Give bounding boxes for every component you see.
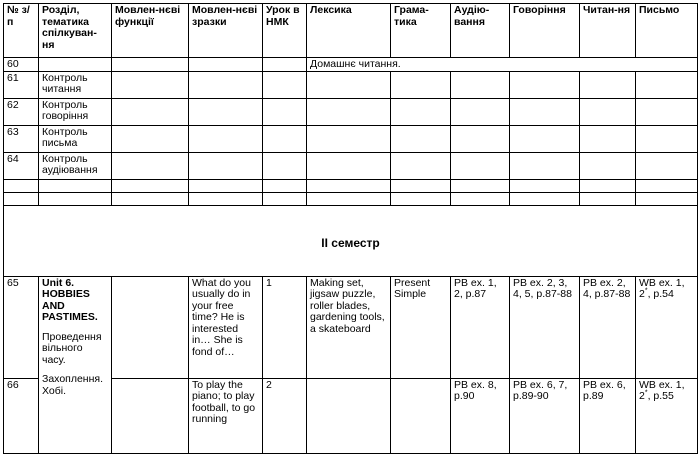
row-topic: Контроль письма [39, 125, 112, 152]
table-header-row [4, 4, 698, 58]
unit-subtitle: Проведення вільного часу. [42, 330, 102, 366]
header-speech-functions: Мовлен-нєві функції [112, 4, 189, 58]
row-num: 65 [4, 276, 39, 378]
table-row [4, 125, 698, 152]
semester-title: ІІ семестр [4, 205, 698, 276]
writing: WB ex. 1, 2*, p.54 [636, 276, 698, 378]
unit-title: Unit 6. HOBBIES AND PASTIMES. [42, 276, 98, 323]
row-topic: Контроль читання [39, 71, 112, 98]
lesson-num: 2 [263, 378, 307, 453]
row-topic: Контроль говоріння [39, 98, 112, 125]
speech-samples: To play the piano; to play football, to go running [189, 378, 263, 453]
writing: WB ex. 1, 2*, p.55 [636, 378, 698, 453]
vocabulary: Making set, jigsaw puzzle, roller blades, gardening tools, a skateboard [307, 276, 391, 378]
header-vocabulary: Лексика [307, 4, 391, 58]
home-reading-note: Домашнє читання. [307, 58, 698, 72]
row-num: 63 [4, 125, 39, 152]
speaking: PB ex. 6, 7, p.89-90 [510, 378, 580, 453]
unit-topic-cell [39, 276, 112, 453]
header-lesson: Урок в НМК [263, 4, 307, 58]
row-num: 66 [4, 378, 39, 453]
listening: PB ex. 8, p.90 [451, 378, 510, 453]
header-num: № з/п [4, 4, 39, 58]
row-num: 64 [4, 152, 39, 179]
table-row [4, 276, 698, 378]
row-num: 60 [4, 58, 39, 72]
grammar: Present Simple [391, 276, 451, 378]
table-row [4, 152, 698, 179]
header-listening: Аудію-вання [451, 4, 510, 58]
row-topic: Контроль аудіювання [39, 152, 112, 179]
speaking: PB ex. 2, 3, 4, 5, p.87-88 [510, 276, 580, 378]
header-topic: Розділ, тематика спілкуван-ня [39, 4, 112, 58]
lesson-plan-table [3, 3, 698, 454]
reading: PB ex. 6, p.89 [580, 378, 636, 453]
header-speech-samples: Мовлен-нєві зразки [189, 4, 263, 58]
lesson-num: 1 [263, 276, 307, 378]
table-row [4, 192, 698, 205]
header-reading: Читан-ня [580, 4, 636, 58]
listening: PB ex. 1, 2, p.87 [451, 276, 510, 378]
unit-subtitle: Захоплення. Хобі. [42, 373, 104, 397]
table-row [4, 58, 698, 72]
table-row [4, 179, 698, 192]
table-row [4, 71, 698, 98]
speech-samples: What do you usually do in your free time? He is interested in… She is fond of… [189, 276, 263, 378]
table-row [4, 98, 698, 125]
row-num: 62 [4, 98, 39, 125]
header-writing: Письмо [636, 4, 698, 58]
row-num: 61 [4, 71, 39, 98]
header-grammar: Грама-тика [391, 4, 451, 58]
reading: PB ex. 2, 4, p.87-88 [580, 276, 636, 378]
header-speaking: Говоріння [510, 4, 580, 58]
semester-row [4, 205, 698, 276]
